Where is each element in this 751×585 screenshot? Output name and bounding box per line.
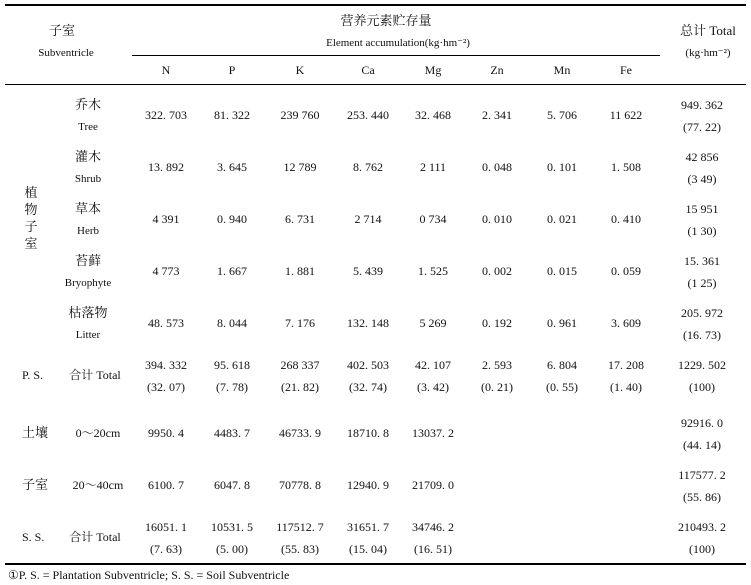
plant-group-char: 植: [24, 185, 38, 200]
cell-pct: (5. 00): [216, 542, 248, 556]
row-total: 205. 972: [681, 306, 723, 320]
row-total-pct: (44. 14): [683, 438, 721, 452]
cell-value: 12940. 9: [347, 478, 389, 492]
cell-value: 4 773: [152, 264, 180, 278]
row-label-cn: 灌木: [74, 149, 102, 164]
row-total-pct: (100): [689, 380, 715, 394]
cell-pct: (21. 82): [281, 380, 319, 394]
cell-pct: (15. 04): [349, 542, 387, 556]
header-total-cn: 总计 Total: [680, 23, 736, 38]
cell-value: 6. 804: [547, 358, 577, 372]
ss-total-label: 合计 Total: [69, 530, 121, 544]
soil-depth-label: 0～20cm: [75, 426, 121, 440]
cell-value: 1. 881: [285, 264, 315, 278]
plant-group-char: 室: [24, 236, 38, 251]
row-total-pct: (1 30): [687, 224, 717, 238]
cell-value: 4 391: [152, 212, 180, 226]
cell-value: 0. 410: [611, 212, 641, 226]
cell-pct: (55. 83): [281, 542, 319, 556]
cell-value: 42. 107: [415, 358, 451, 372]
cell-value: 253. 440: [347, 108, 389, 122]
cell-value: 0. 101: [547, 160, 577, 174]
element-column-header: N: [161, 63, 171, 77]
cell-value: 2 714: [354, 212, 382, 226]
cell-value: 2 111: [419, 160, 447, 174]
ps-code: P. S.: [22, 368, 44, 382]
row-label-en: Shrub: [74, 173, 102, 185]
cell-value: 9950. 4: [148, 426, 184, 440]
cell-value: 268 337: [280, 358, 320, 372]
element-column-header: Mn: [553, 63, 571, 77]
plant-group-char: 物: [24, 202, 38, 217]
soil-group-label-top: 土壤: [22, 425, 49, 440]
cell-pct: (7. 63): [150, 542, 182, 556]
row-total-pct: (3 49): [687, 172, 717, 186]
cell-value: 13. 892: [148, 160, 184, 174]
cell-pct: (32. 74): [349, 380, 387, 394]
soil-depth-label: 20～40cm: [72, 478, 124, 492]
row-total: 949. 362: [681, 98, 723, 112]
cell-pct: (0. 55): [546, 380, 578, 394]
cell-value: 0 734: [419, 212, 447, 226]
cell-value: 402. 503: [347, 358, 389, 372]
plant-group-label: [24, 184, 38, 252]
cell-value: 11 622: [609, 108, 643, 122]
cell-value: 4483. 7: [214, 426, 250, 440]
row-total: 210493. 2: [678, 520, 726, 534]
cell-value: 17. 208: [608, 358, 644, 372]
cell-value: 1. 508: [611, 160, 641, 174]
element-column-header: K: [295, 63, 305, 77]
cell-value: 18710. 8: [347, 426, 389, 440]
cell-value: 31651. 7: [347, 520, 389, 534]
cell-value: 0. 002: [482, 264, 512, 278]
cell-pct: (3. 42): [417, 380, 449, 394]
cell-value: 8. 044: [217, 316, 247, 330]
cell-value: 0. 048: [482, 160, 512, 174]
row-label-cn: 枯落物: [68, 305, 108, 320]
row-label-en: Bryophyte: [64, 277, 112, 289]
cell-value: 95. 618: [214, 358, 250, 372]
cell-value: 6100. 7: [148, 478, 184, 492]
row-total-pct: (16. 73): [683, 328, 721, 342]
cell-value: 6. 731: [285, 212, 315, 226]
cell-value: 0. 021: [547, 212, 577, 226]
cell-value: 7. 176: [285, 316, 315, 330]
element-column-header: Fe: [620, 63, 632, 77]
element-column-header: P: [228, 63, 236, 77]
cell-value: 0. 010: [482, 212, 512, 226]
cell-value: 12 789: [283, 160, 317, 174]
bottom-rule: [5, 563, 746, 565]
row-total-pct: (77. 22): [683, 120, 721, 134]
ps-total-label: 合计 Total: [69, 368, 121, 382]
cell-value: 6047. 8: [214, 478, 250, 492]
cell-value: 0. 059: [611, 264, 641, 278]
header-storage-en: Element accumulation(kg·hm⁻²): [326, 37, 470, 49]
element-column-header: Zn: [490, 63, 504, 77]
cell-value: 48. 573: [148, 316, 184, 330]
element-column-header: Ca: [361, 63, 375, 77]
cell-value: 3. 645: [217, 160, 247, 174]
footnote: ①P. S. = Plantation Subventricle; S. S. = Soil Subventricle: [8, 568, 290, 582]
cell-value: 1. 525: [418, 264, 448, 278]
cell-value: 32. 468: [415, 108, 451, 122]
cell-pct: (0. 21): [481, 380, 513, 394]
soil-group-label-bottom: 子室: [22, 477, 49, 492]
row-label-cn: 乔木: [74, 97, 102, 112]
cell-value: 10531. 5: [211, 520, 253, 534]
top-rule: [5, 4, 746, 6]
cell-value: 70778. 8: [279, 478, 321, 492]
header-compartment-en: Subventricle: [38, 47, 94, 59]
element-column-header: Mg: [424, 63, 442, 77]
cell-value: 1. 667: [217, 264, 247, 278]
row-label-en: Tree: [78, 121, 98, 133]
cell-value: 8. 762: [353, 160, 383, 174]
plant-group-char: 子: [24, 219, 38, 234]
cell-value: 0. 940: [217, 212, 247, 226]
cell-value: 5 269: [419, 316, 447, 330]
row-total: 1229. 502: [678, 358, 726, 372]
cell-pct: (1. 40): [610, 380, 642, 394]
row-total: 15 951: [685, 202, 719, 216]
row-total: 42 856: [685, 150, 719, 164]
header-storage-cn: 营养元素贮存量: [340, 13, 432, 28]
row-label-cn: 草本: [74, 201, 102, 216]
cell-pct: (16. 51): [414, 542, 452, 556]
ss-code: S. S.: [22, 530, 45, 544]
element-header-rule: [132, 55, 660, 56]
header-bottom-rule: [5, 84, 746, 85]
cell-value: 117512. 7: [276, 520, 324, 534]
cell-value: 34746. 2: [412, 520, 454, 534]
row-label-cn: 苔藓: [74, 253, 102, 268]
row-total: 92916. 0: [681, 416, 723, 430]
cell-value: 0. 015: [547, 264, 577, 278]
cell-value: 16051. 1: [145, 520, 187, 534]
row-total: 15. 361: [684, 254, 720, 268]
cell-value: 0. 961: [547, 316, 577, 330]
cell-value: 3. 609: [611, 316, 641, 330]
header-total-unit: (kg·hm⁻²): [685, 47, 731, 59]
row-total: 117577. 2: [678, 468, 726, 482]
cell-value: 5. 706: [547, 108, 577, 122]
cell-value: 2. 341: [482, 108, 512, 122]
row-label-en: Litter: [75, 329, 101, 341]
cell-value: 21709. 0: [412, 478, 454, 492]
row-total-pct: (1 25): [687, 276, 717, 290]
cell-value: 81. 322: [214, 108, 250, 122]
cell-value: 0. 192: [482, 316, 512, 330]
cell-value: 46733. 9: [279, 426, 321, 440]
cell-pct: (7. 78): [216, 380, 248, 394]
cell-value: 5. 439: [353, 264, 383, 278]
row-total-pct: (55. 86): [683, 490, 721, 504]
row-total-pct: (100): [689, 542, 715, 556]
cell-value: 394. 332: [145, 358, 187, 372]
cell-value: 2. 593: [482, 358, 512, 372]
cell-value: 239 760: [280, 108, 320, 122]
cell-pct: (32. 07): [147, 380, 185, 394]
cell-value: 13037. 2: [412, 426, 454, 440]
row-label-en: Herb: [77, 225, 99, 237]
header-compartment-cn: 子室: [48, 23, 76, 38]
cell-value: 132. 148: [347, 316, 389, 330]
cell-value: 322. 703: [145, 108, 187, 122]
